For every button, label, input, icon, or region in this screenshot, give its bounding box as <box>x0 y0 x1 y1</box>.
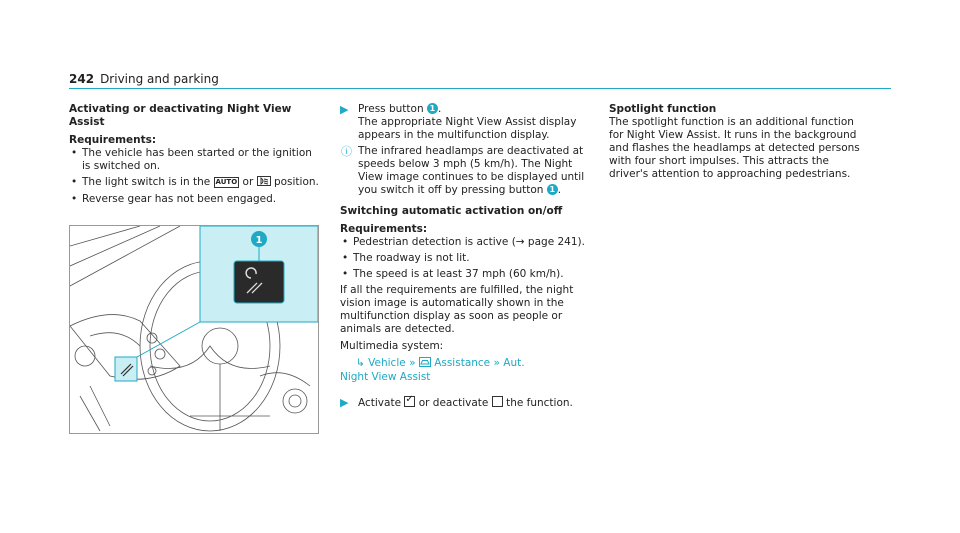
auto-light-icon: AUTO <box>215 178 238 186</box>
list-item: • The vehicle has been started or the ignition is switched on. <box>69 147 321 173</box>
path-assistance[interactable]: Assistance <box>434 357 491 369</box>
header-rule <box>69 88 891 89</box>
multimedia-label: Multimedia system: <box>340 340 444 352</box>
path-vehicle[interactable]: Vehicle <box>368 357 406 369</box>
callout-number: 1 <box>255 235 263 246</box>
spotlight-heading: Spotlight function <box>609 103 717 115</box>
info-note: ⓘ The infrared headlamps are deactivated at speeds below 3 mph (5 km/h). The Night View image continues to be displayed until you switch it off by pressing button 1 . <box>341 145 585 196</box>
subheading: Switching automatic activation on/off <box>340 205 563 217</box>
double-chevron-icon: » <box>493 357 500 369</box>
left-column <box>69 103 321 209</box>
list-item: • The roadway is not lit. <box>340 252 592 265</box>
list-item: • The light switch is in the AUTO or position. <box>69 176 321 190</box>
button-callout: 1 <box>427 103 438 114</box>
page-header <box>69 72 219 86</box>
double-chevron-icon: » <box>409 357 416 369</box>
low-beam-icon <box>257 176 271 190</box>
list-item: • Pedestrian detection is active (→ page 241). <box>340 236 592 249</box>
path-aut[interactable]: Aut. <box>503 357 525 369</box>
checked-checkbox-icon <box>404 396 415 407</box>
menu-path <box>340 357 592 371</box>
page-number: 242 <box>69 72 95 86</box>
section-title: Driving and parking <box>100 72 219 86</box>
assistance-icon <box>419 357 431 371</box>
requirements-label: Requirements: <box>69 134 157 146</box>
list-item: • Reverse gear has not been engaged. <box>69 193 321 206</box>
list-item: • The speed is at least 37 mph (60 km/h). <box>340 268 592 281</box>
step-arrow-icon: ▶ <box>340 103 349 116</box>
section-heading: Activating or deactivating Night View Assist <box>69 103 292 128</box>
dashboard-drawing <box>70 226 318 433</box>
requirements-label: Requirements: <box>340 223 428 235</box>
path-night-view-assist[interactable]: Night View Assist <box>340 371 431 383</box>
info-icon: ⓘ <box>341 145 352 158</box>
requirements-list <box>69 147 321 206</box>
unchecked-checkbox-icon <box>492 396 503 407</box>
middle-column <box>340 103 592 410</box>
dashboard-illustration <box>69 225 319 434</box>
spotlight-body: The spotlight function is an additional function for Night View Assist. It runs in the background and flashes the headlamps at detected persons with four short impulses. This attracts the driver's attention to approaching pedestrians. <box>609 116 860 180</box>
step-press-button: ▶ Press button 1 . The appropriate Night View Assist display appears in the multifunction display. <box>340 103 577 141</box>
requirements-list <box>340 236 592 281</box>
conditions-paragraph: If all the requirements are fulfilled, the night vision image is automatically shown in the multifunction display as soon as people or animals are detected. <box>340 284 574 335</box>
step-arrow-icon: ▶ <box>340 396 349 409</box>
step-activate: ▶ Activate ✓ or deactivate the function. <box>340 396 592 410</box>
button-callout: 1 <box>547 184 558 195</box>
right-column <box>609 103 861 181</box>
path-start-icon: ↳ <box>356 357 365 369</box>
